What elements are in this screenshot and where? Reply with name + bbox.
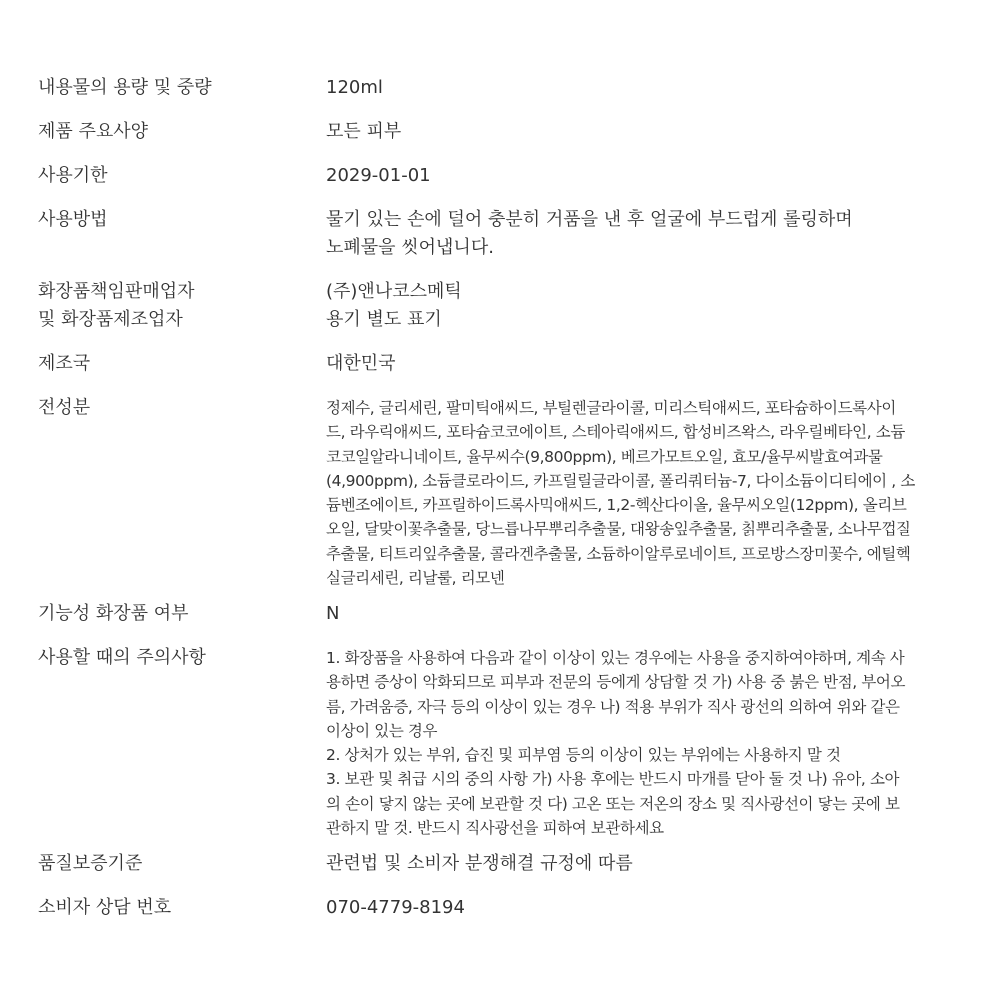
functional-label: 기능성 화장품 여부 [38,603,189,624]
caution-value: 1. 화장품을 사용하여 다음과 같이 이상이 있는 경우에는 사용을 중지하여야하며, 계속 사 용하면 증상이 악화되므로 피부과 전문의 등에게 상담할 것 가) 사용 중 붉은 반점, 부어오 름, 가려움증, 자극 등의 이상이 있는 경우 나) 적용 부위가 직사 광선의 의하여 위와 같은 이상이 있는 경우 2. 상처가 있는 부위, 습진 및 피부염 등의 이상이 있는 부위에는 사용하지 말 것 3. 보관 및 취급 시의 중의 사항 가) 사용 후에는 반드시 마개를 닫아 둘 것 나) 유아, 소아 의 손이 닿지 않는 곳에 보관할 것 다) 고온 또는 저온의 장소 및 직사광선이 닿는 곳에 보 관하지 말 것. 반드시 직사광선을 피하여 보관하세요 [326,649,906,838]
expiry-value: 2029-01-01 [326,165,431,186]
info-row-usage [38,206,968,278]
volume-value: 120ml [326,77,383,98]
maker-value: (주)앤나코스메틱 용기 별도 표기 [326,281,462,330]
info-row-caution [38,644,968,850]
info-row-maker [38,278,968,350]
info-row-volume [38,74,968,118]
info-row-contact [38,894,968,938]
functional-value: N [326,603,340,624]
contact-label: 소비자 상담 번호 [38,897,172,918]
ingredients-value: 정제수, 글리세린, 팔미틱애씨드, 부틸렌글라이콜, 미리스틱애씨드, 포타슘하이드록사이 드, 라우릭애씨드, 포타슘코코에이트, 스테아릭애씨드, 합성비즈왁스, 라우릴베타인, 소듐 코코일알라니네이트, 율무씨수(9,800ppm), 베르가모트오일, 효모/율무씨발효여과물 (4,900ppm), 소듐클로라이드, 카프릴릴글라이콜, 폴리쿼터늄-7, 다이소듐이디티에이 , 소 듐벤조에이트, 카프릴하이드록사믹애씨드, 1,2-헥산다이올, 율무씨오일(12ppm), 올리브 오일, 달맞이꽃추출물, 당느릅나무뿌리추출물, 대왕송잎추출물, 칡뿌리추출물, 소나무껍질 추출물, 티트리잎추출물, 콜라겐추출물, 소듐하이알루로네이트, 프로방스장미꽃수, 에틸헥 실글리세린, 리날룰, 리모넨 [326,399,915,588]
maker-label: 화장품책임판매업자 및 화장품제조업자 [38,281,195,330]
info-row-quality [38,850,968,894]
ingredients-label: 전성분 [38,397,91,418]
quality-label: 품질보증기준 [38,853,143,874]
usage-value: 물기 있는 손에 덜어 충분히 거품을 낸 후 얼굴에 부드럽게 롤링하며 노폐물을 씻어냅니다. [326,209,853,258]
info-row-functional [38,600,968,644]
volume-label: 내용물의 용량 및 중량 [38,77,212,98]
expiry-label: 사용기한 [38,165,108,186]
country-value: 대한민국 [326,353,396,374]
info-row-spec [38,118,968,162]
info-row-expiry [38,162,968,206]
contact-value: 070-4779-8194 [326,897,465,918]
quality-value: 관련법 및 소비자 분쟁해결 규정에 따름 [326,853,633,874]
info-row-ingredients [38,394,968,600]
info-row-country [38,350,968,394]
country-label: 제조국 [38,353,91,374]
product-info-table [38,74,968,938]
caution-label: 사용할 때의 주의사항 [38,647,206,668]
usage-label: 사용방법 [38,209,108,230]
spec-label: 제품 주요사양 [38,121,149,142]
spec-value: 모든 피부 [326,121,402,142]
